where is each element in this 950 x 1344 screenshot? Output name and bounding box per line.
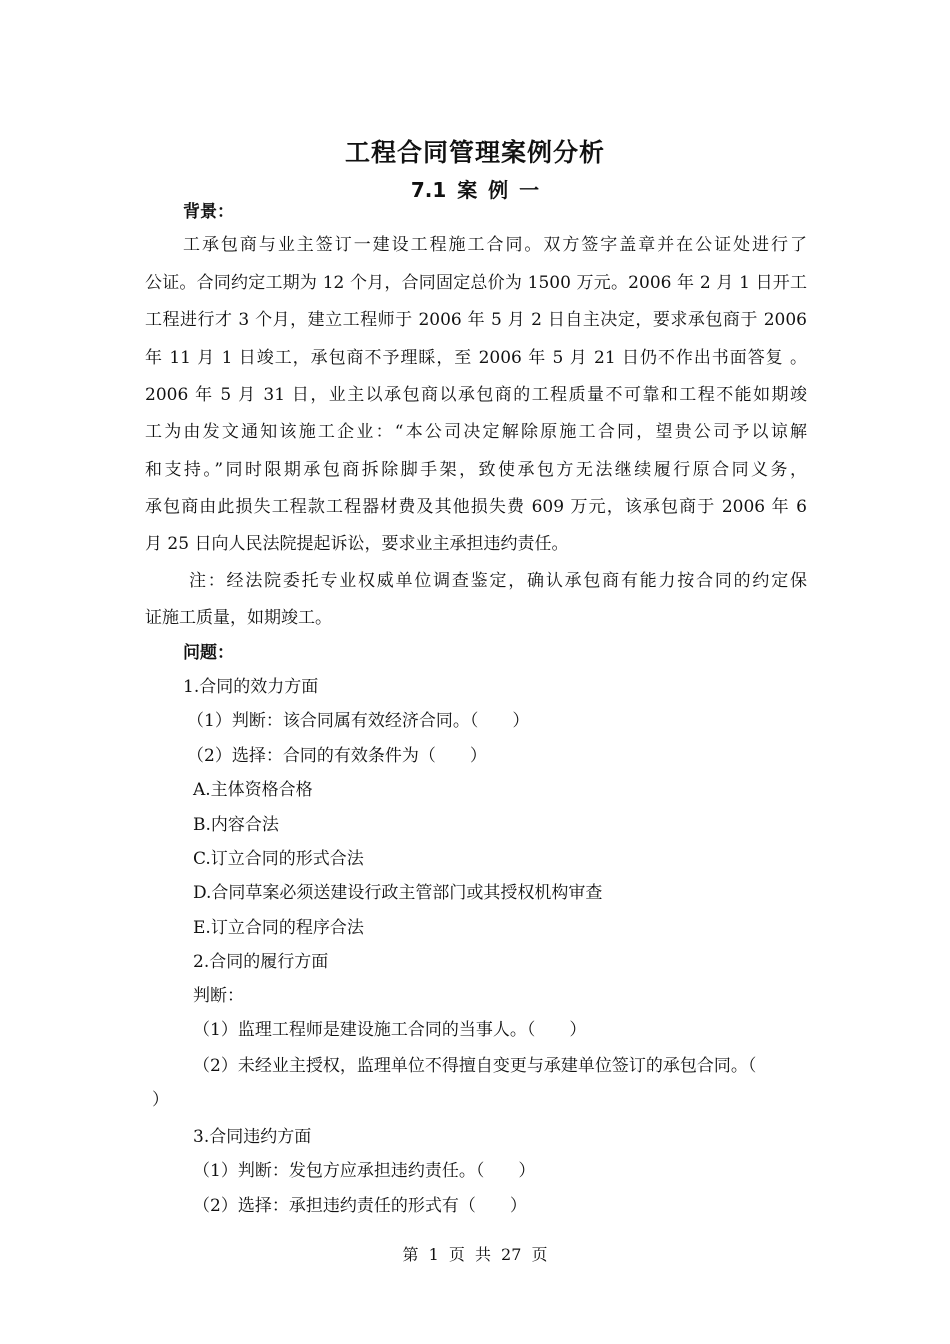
questions-heading: 问题： <box>183 643 234 663</box>
question-title: 3.合同违约方面 <box>193 1127 312 1147</box>
section-subtitle: 7.1 案 例 一 <box>410 178 540 202</box>
question-item-continued: ） <box>152 1090 169 1110</box>
background-line: 工为由发文通知该施工企业：“本公司决定解除原施工合同，望贵公司予以谅解 <box>145 422 807 442</box>
note-line: 证施工质量，如期竣工。 <box>145 608 332 628</box>
question-item: （1）监理工程师是建设施工合同的当事人。（ ） <box>193 1020 587 1040</box>
background-heading: 背景： <box>183 202 234 222</box>
question-title: 2.合同的履行方面 <box>193 952 329 972</box>
question-label: 判断： <box>193 986 244 1006</box>
option-item: E.订立合同的程序合法 <box>193 918 364 938</box>
option-item: C.订立合同的形式合法 <box>193 849 364 869</box>
question-title: 1.合同的效力方面 <box>183 677 319 697</box>
background-line: 承包商由此损失工程款工程器材费及其他损失费 609 万元，该承包商于 2006 年 6 <box>145 497 807 517</box>
note-line: 注：经法院委托专业权威单位调查鉴定，确认承包商有能力按合同的约定保 <box>189 571 807 591</box>
page-footer: 第 1 页 共 27 页 <box>402 1245 548 1264</box>
document-title: 工程合同管理案例分析 <box>344 138 605 167</box>
background-line: 月 25 日向人民法院提起诉讼，要求业主承担违约责任。 <box>145 534 569 554</box>
question-item: （2）选择：合同的有效条件为（ ） <box>187 746 487 766</box>
background-line: 和支持。”同时限期承包商拆除脚手架，致使承包方无法继续履行原合同义务， <box>145 460 807 480</box>
background-line: 工程进行才 3 个月，建立工程师于 2006 年 5 月 2 日自主决定，要求承包商于 2006 <box>145 310 807 330</box>
question-item: （2）选择：承担违约责任的形式有（ ） <box>193 1196 527 1216</box>
question-item: （2）未经业主授权，监理单位不得擅自变更与承建单位签订的承包合同。（ <box>193 1056 757 1076</box>
question-item: （1）判断：该合同属有效经济合同。（ ） <box>187 711 530 731</box>
option-item: B.内容合法 <box>193 815 279 835</box>
background-line: 公证。合同约定工期为 12 个月，合同固定总价为 1500 万元。2006 年 2 月 1 日开工 <box>145 273 807 293</box>
background-line: 2006 年 5 月 31 日，业主以承包商以承包商的工程质量不可靠和工程不能如期竣 <box>145 385 807 405</box>
background-line: 年 11 月 1 日竣工，承包商不予理睬，至 2006 年 5 月 21 日仍不作出书面答复 。 <box>145 348 807 368</box>
option-item: A.主体资格合格 <box>193 780 313 800</box>
background-line: 工承包商与业主签订一建设工程施工合同。双方签字盖章并在公证处进行了 <box>183 235 807 255</box>
question-item: （1）判断：发包方应承担违约责任。（ ） <box>193 1161 536 1181</box>
option-item: D.合同草案必须送建设行政主管部门或其授权机构审查 <box>193 883 603 903</box>
